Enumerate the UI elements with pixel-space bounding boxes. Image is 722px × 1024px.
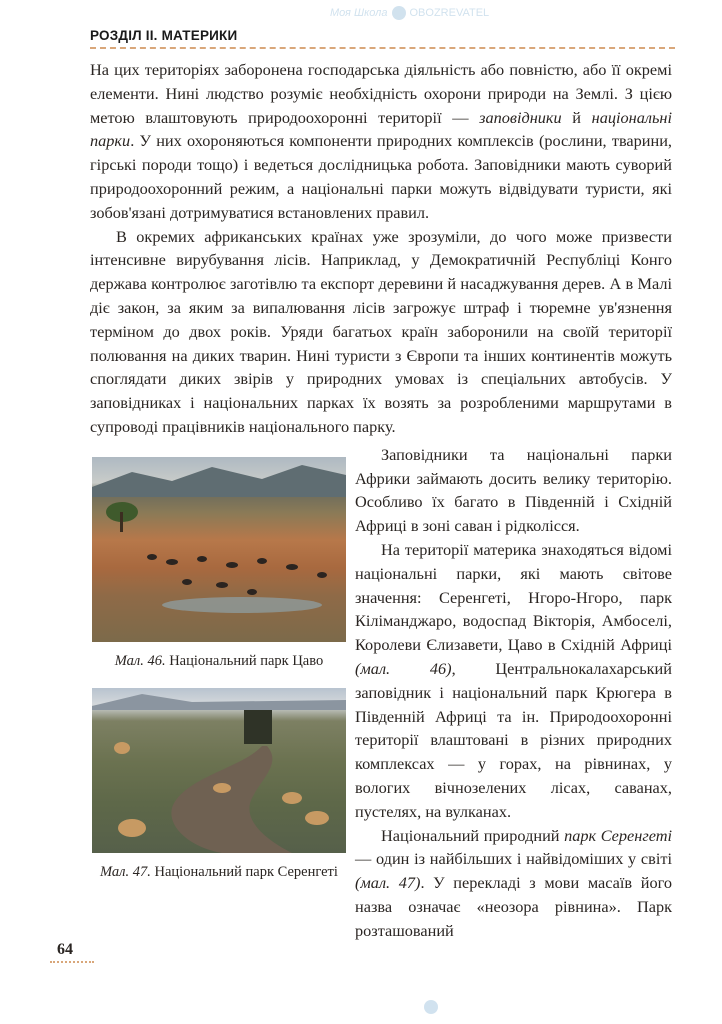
watermark xyxy=(330,6,489,20)
figures-column xyxy=(90,443,346,943)
text: На території материка знаходяться відомі національні парки, які мають світове значення: Серенгеті, Нгоро-Нгоро, парк Кіліманджаро, водоспад Вікторія, Амбоселі, Королеви Єлизавети, Цаво в Східній Африці xyxy=(355,539,672,655)
figure-reference: (мал. 47) xyxy=(355,873,421,893)
text: На цих територіях заборонена господарська діяльність або повністю, або її окремі елементи. Нині людство розуміє необхідність охорони природи на Землі. З цією метою влаштовують природоохоронні території — xyxy=(90,60,672,127)
figure-caption-text: Національний парк Цаво xyxy=(169,652,324,669)
figure-label: Мал. 47. xyxy=(100,863,151,880)
body-text-top xyxy=(90,58,672,439)
text: Національний природний xyxy=(381,825,565,845)
paragraph-1 xyxy=(90,58,672,225)
text: . У них охороняються компоненти природних комплексів (рослини, тварини, гірські породи тощо) і ведеться дослідницька робота. Заповідники мають суворий природоохоронний режим, а національні парки можуть відвідувати туристи, які зобов'язані дотримуватися встановлених правил. xyxy=(90,131,672,222)
figure-reference: (мал. 46) xyxy=(355,658,452,678)
watermark-school: Моя Школа xyxy=(330,6,388,19)
page-body xyxy=(90,58,672,942)
watermark xyxy=(420,1000,442,1014)
text: — один із найбільших і найвідоміших у світі xyxy=(355,849,672,869)
term-reserves: заповідники xyxy=(479,107,562,127)
tsavo-illustration xyxy=(92,457,346,642)
text: . У перекладі з мови масаїв його назва означає «неозора рівнина». Парк розташований xyxy=(355,873,672,940)
paragraph-5 xyxy=(355,824,672,943)
figure-caption-text: Національний парк Серенгеті xyxy=(154,863,338,880)
term-serengeti: парк Серенгеті xyxy=(564,825,672,845)
section-title: РОЗДІЛ ІІ. МАТЕРИКИ xyxy=(90,28,238,43)
paragraph-2: В окремих африканських країнах уже зрозуміли, до чого може призвести інтенсивне вирубування лісів. Наприклад, у Демократичній Республіці Конго держава контролює заготівлю та експорт деревини й насаджування дерев. А в Малі діє закон, за яким за випалювання лісів загрожує штраф і тюремне ув'язнення терміном до двох років. Уряди багатьох країн заборонили на своїй території полювання на диких тварин. Нині туристи з Європи та інших континентів можуть споглядати диких звірів у природних умовах із спеціальних автобусів. У заповідниках і національних парках їх возять за розробленими маршрутами в супроводі працівників національного парку. xyxy=(90,226,672,436)
figure-label: Мал. 46. xyxy=(114,652,166,669)
term-national-parks: національні парки xyxy=(90,107,672,151)
body-text-right-column xyxy=(355,443,672,943)
photo-tsavo-park xyxy=(92,457,346,642)
figure-46-caption xyxy=(92,650,346,672)
watermark-logo-icon xyxy=(392,6,406,20)
watermark-brand: OBOZREVATEL xyxy=(409,6,490,19)
text: , Центральнокалахарський заповідник і національний парк Крюгера в Південній Африці та ін. Природоохоронні території влаштовані в різних природних комплексах — у горах, на рівнинах, у вологих вічнозелених лісах, саванах, пустелях, на вулканах. xyxy=(355,658,672,821)
photo-serengeti-park xyxy=(92,688,346,853)
text: й xyxy=(561,107,592,127)
paragraph-4 xyxy=(355,538,672,824)
watermark-logo-icon xyxy=(424,1000,438,1014)
paragraph-3: Заповідники та національні парки Африки займають досить велику територію. Особливо їх багато в Південній і Східній Африці в зоні саван і рідколісся. xyxy=(355,444,672,536)
page-number-ornament xyxy=(50,961,94,968)
serengeti-illustration xyxy=(92,688,346,853)
section-header xyxy=(90,27,675,49)
figure-47-caption xyxy=(92,861,346,883)
two-column-section xyxy=(90,443,672,943)
page-number: 64 xyxy=(57,941,73,958)
